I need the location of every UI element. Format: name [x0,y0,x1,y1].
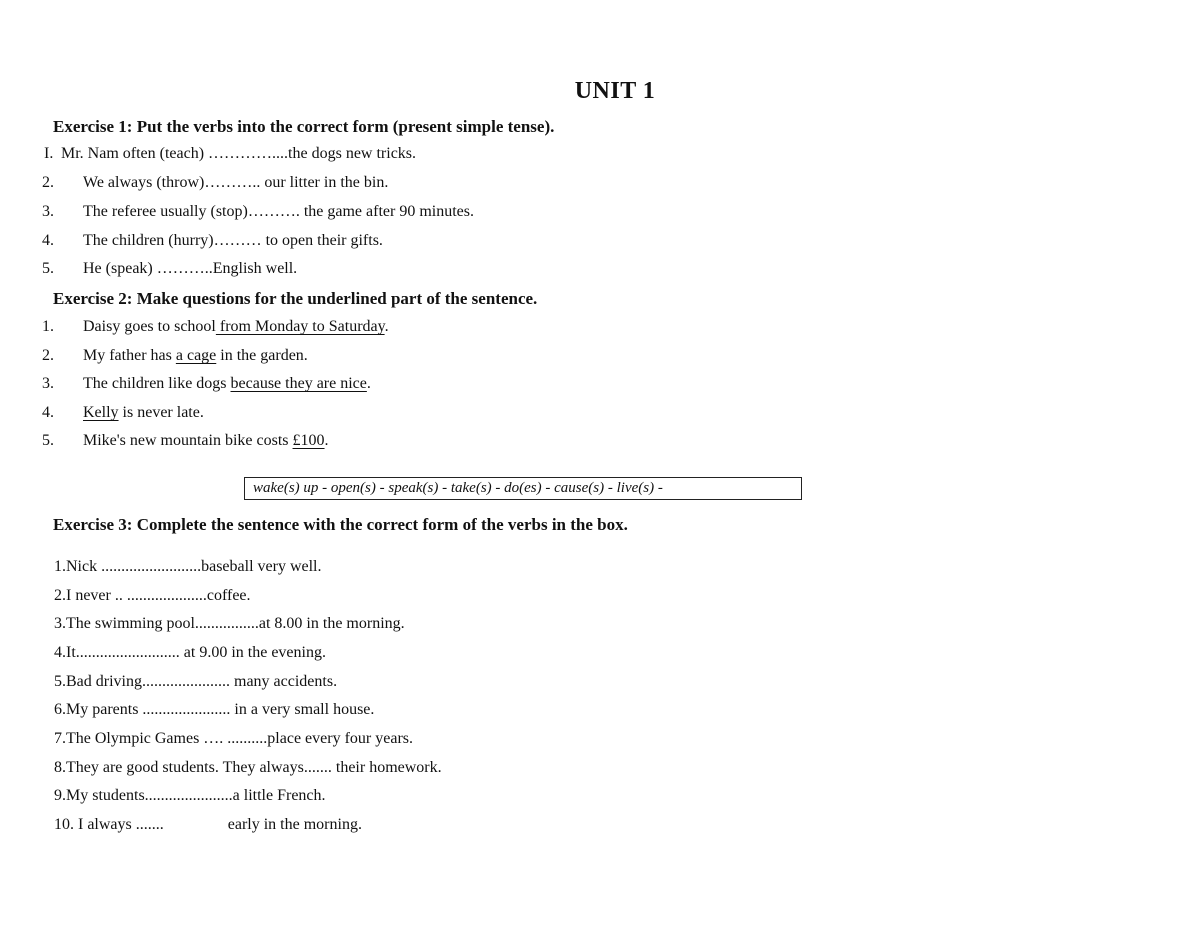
item-text: The children (hurry)……… to open their gifts. [83,232,383,249]
exercise-3-item: 7.The Olympic Games …. ..........place every four years. [54,730,413,747]
exercise-3-item: 2.I never .. ....................coffee. [54,587,251,604]
item-number: 4. [42,404,54,421]
item-text [83,403,204,423]
item-number: 3. [42,375,54,392]
exercise-3-item: 6.My parents ...................... in a very small house. [54,701,375,718]
item-text [83,317,389,337]
text-after: is never late. [118,404,204,421]
item-text: The referee usually (stop)………. the game after 90 minutes. [83,203,474,220]
exercise-3-heading: Exercise 3: Complete the sentence with the correct form of the verbs in the box. [53,515,628,534]
text-before: Mike's new mountain bike costs [83,432,293,449]
item-number: I. [44,145,54,162]
text-before: My father has [83,347,176,364]
text-after: . [384,318,389,335]
underlined-part: Kelly [83,404,119,421]
item-text [83,346,308,366]
underlined-part: £100 [292,432,325,449]
text-after: . [366,375,371,392]
item-text: We always (throw)……….. our litter in the bin. [83,174,389,191]
page-title: UNIT 1 [574,78,656,104]
item-number: 5. [42,260,54,277]
exercise-3-item: 10. I always ....... early in the morning. [54,816,362,833]
item-text: He (speak) ………..English well. [83,260,298,277]
exercise-2-heading: Exercise 2: Make questions for the underlined part of the sentence. [53,289,538,308]
underlined-part: because they are nice [230,375,367,392]
underlined-part: a cage [175,347,217,364]
text-before: Daisy goes to school [83,318,216,335]
item-text [83,431,329,451]
item-number: 2. [42,347,54,364]
text-after: in the garden. [216,347,308,364]
text-before: The children like dogs [83,375,231,392]
item-text [83,374,371,394]
verb-box: wake(s) up - open(s) - speak(s) - take(s) - do(es) - cause(s) - live(s) - [244,477,802,500]
underlined-part: from Monday to Saturday [215,318,385,335]
item-number: 1. [42,318,54,335]
item-number: 5. [42,432,54,449]
exercise-3-item: 5.Bad driving...................... many accidents. [54,673,338,690]
text-after: . [324,432,329,449]
item-text: Mr. Nam often (teach) …………....the dogs new tricks. [61,145,417,162]
item-number: 2. [42,174,54,191]
exercise-1-heading: Exercise 1: Put the verbs into the correct form (present simple tense). [53,117,555,136]
exercise-3-item: 3.The swimming pool................at 8.00 in the morning. [54,615,405,632]
exercise-3-item: 8.They are good students. They always....... their homework. [54,759,442,776]
exercise-3-item: 9.My students......................a little French. [54,787,326,804]
exercise-3-item: 1.Nick .........................baseball very well. [54,558,322,575]
exercise-3-item: 4.It.......................... at 9.00 in the evening. [54,644,326,661]
item-number: 4. [42,232,54,249]
item-number: 3. [42,203,54,220]
